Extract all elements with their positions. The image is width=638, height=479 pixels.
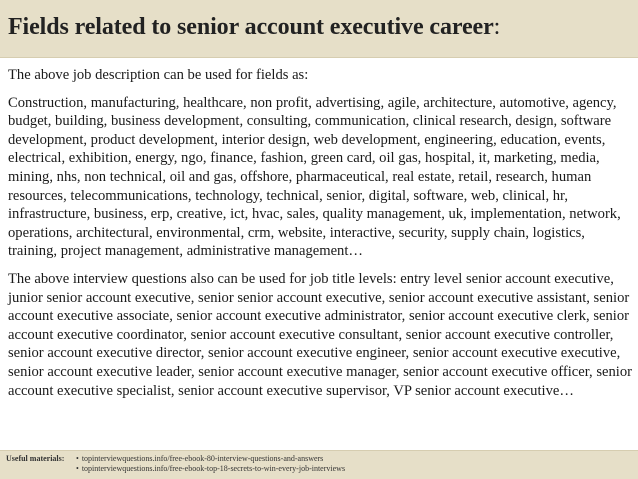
intro-paragraph: The above job description can be used for fields as: bbox=[8, 67, 309, 83]
footer-bar bbox=[0, 450, 638, 479]
slide-content bbox=[8, 66, 634, 400]
bullet-icon: • bbox=[76, 454, 79, 463]
slide-title bbox=[8, 14, 500, 41]
footer-link-row bbox=[76, 454, 345, 464]
bullet-icon: • bbox=[76, 464, 79, 473]
footer-link[interactable]: topinterviewquestions.info/free-ebook-80-interview-questions-and-answers bbox=[81, 454, 324, 463]
footer-label: Useful materials: bbox=[6, 454, 65, 463]
footer-link[interactable]: topinterviewquestions.info/free-ebook-top-18-secrets-to-win-every-job-interviews bbox=[81, 464, 346, 473]
footer-link-row bbox=[76, 464, 345, 474]
slide-title-text: Fields related to senior account executive career bbox=[8, 14, 494, 40]
job-levels-paragraph: The above interview questions also can be used for job title levels: entry level senior account executive, junior senior account executive, senior senior account executive, senior account executive assistant, senior account executive associate, senior account executive administrator, senior account executive clerk, senior account executive coordinator, senior account executive consultant, senior account executive controller, senior account executive director, senior account executive engineer, senior account executive executive, senior account executive leader, senior account executive manager, senior account executive officer, senior account executive specialist, senior account executive supervisor, VP senior account executive… bbox=[8, 270, 632, 399]
title-bar bbox=[0, 0, 638, 58]
slide-title-colon: : bbox=[493, 14, 501, 40]
fields-paragraph: Construction, manufacturing, healthcare, non profit, advertising, agile, architecture, automotive, agency, budget, building, business development, consulting, communication, clinical research, design, software development, product development, interior design, web development, engineering, education, events, electrical, exhibition, energy, ngo, finance, fashion, green card, oil gas, hospital, it, marketing, media, mining, nhs, non technical, oil and gas, offshore, pharmaceutical, real estate, retail, research, human resources, telecommunications, technology, technical, senior, digital, software, web, clinical, hr, infrastructure, business, erp, creative, ict, hvac, sales, quality management, uk, implementation, network, operations, architectural, environmental, crm, website, interactive, security, supply chain, logistics, training, project management, administrative management… bbox=[8, 94, 621, 260]
footer-links bbox=[76, 454, 345, 474]
